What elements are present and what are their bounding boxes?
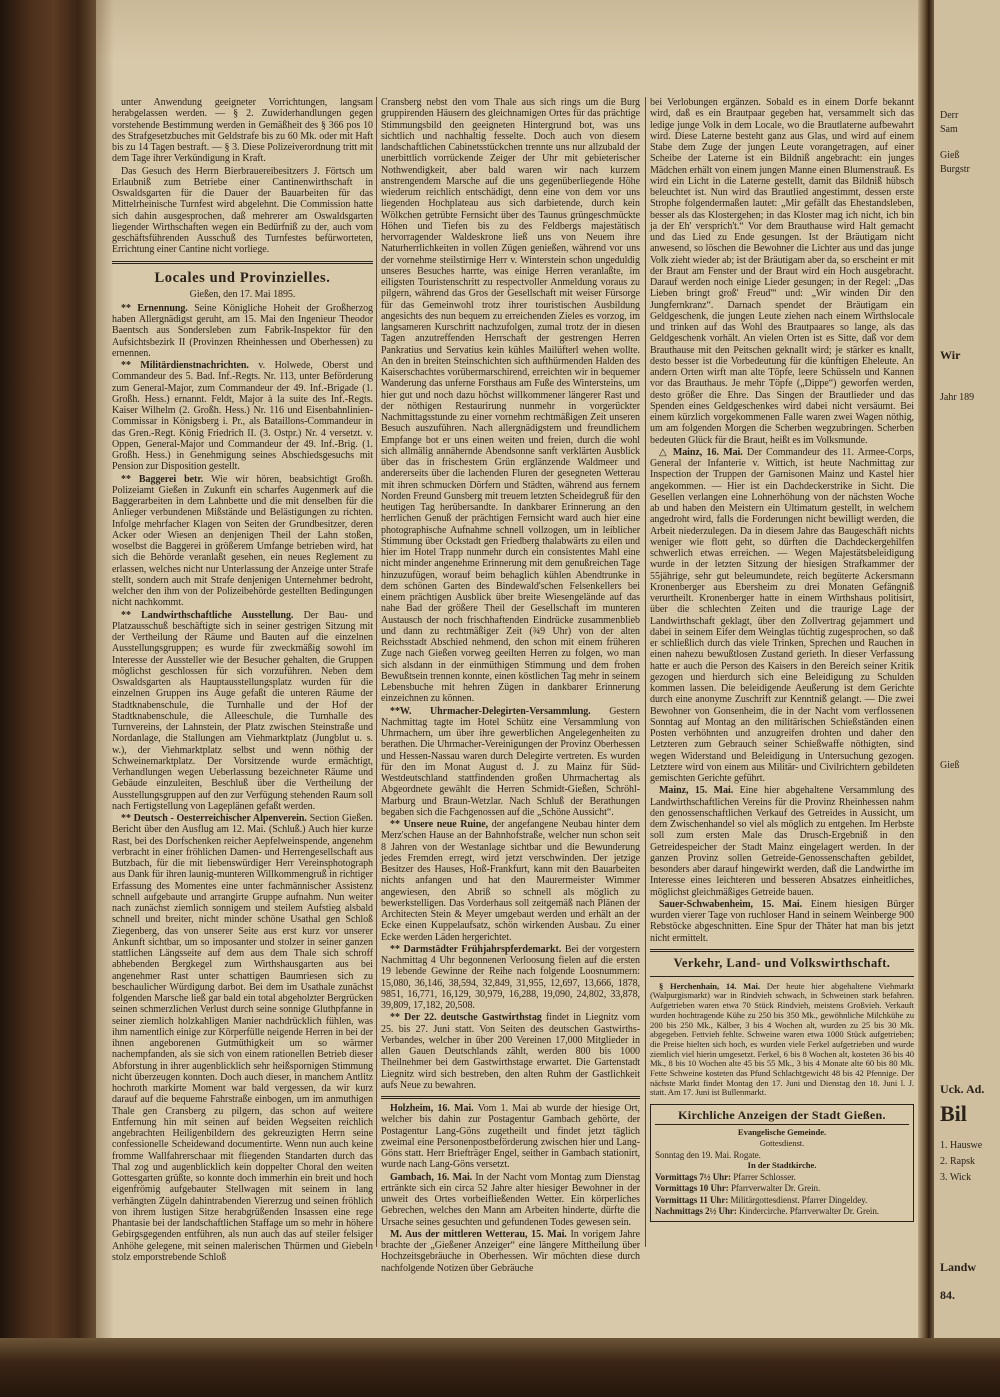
report-text: In der Nacht vom Montag zum Dienstag ertränkte sich ein circa 52 Jahre alter hiesiger Bewohner in der unweit des Ortes vorbeifließenden Wetter. Ein körperliches Gebrechen, welches den Mann am Arbeiten hinderte, dürfte die Ursache seines gesuchten und gefundenen Todes gewesen sein.: [381, 1171, 640, 1228]
local-report: [381, 1229, 640, 1274]
market-report: [650, 982, 914, 1098]
article-lead: ** Ernennung.: [121, 302, 188, 314]
column-2: [381, 97, 641, 1274]
service-entry: [655, 1183, 909, 1194]
article-text: Section Gießen. Bericht über den Ausflug am 12. Mai. (Schluß.) Auch hier kurze Rast, bei des Dorfschenken reicher Aepfelweinspende, angenehm verbracht in einer fröhlichen Damen- und Herrengesellschaft aus Butzbach, für die mit liebenswürdiger Herr Vereinsphotograph aus Dank für ihren launig-munteren Willkommengruß in richtiger Erfassung des Momentes eine unter fachmännischer Assistenz schnell aufgebaute und arrangirte Gruppe aufnahm. Nun weiter nach zunächst ziemlich sonnigem und steilem Aufstieg alsbald schnell und breiter, nicht minder schöne Usathal gen Schloß Ziegenberg, das von unserer Seite aus erst kurz vor unserer Ankunft sichtbar, um so imposanter und stolzer in seiner ganzen stattlichen Längsseite auf dem aus dem Thale sich schroff abhebenden Bergkegel zum Wirthshausgarten aus bei angenehmer Rast unter schattigen Baumriesen sich zu beschaulicher Würdigung darbot. Bei dem im Usathale zunächst folgenden Marsche ließ gar bald ein total abgeholzter Bergrücken seinen schmerzlichen Verlust durch seine sonnige Gluthpfanne in seiner ziemlich holzkahligen Manier nachdrücklich fühlen, was ihm namentlich einige zur Körperfülle neigende Herren in bei der ihnen angeborenen Gutmüthigkeit um so wärmer nachempfanden, als sie sich von einem rationellen Betrieb dieser Abforstung in ihrer augenblicklich sehr heißspornigen Stimmung nicht überzeugen konnten. Doch auch dieser, in manchem Antlitz hochroth markirte Moment war bald vergessen, da wir kurz darauf auf die bequeme Fahrstraße einbogen, um im anmuthigen Thale gen Cransberg zu pilgern, das schon auf weitere Entfernung hin mit seinen auf beiden Wegseiten reichlich angebrachten Heiligenbildern des gekreuzigten Herrn seine confessionelle Scheidewand documentirte. Wenn nun auch keine fromme Wallfahrerschaar mit fliegenden Standarten durch das Thal zog und augenblicklich kein doppelter Choral den weiten Gottesgarten grüßte, so konnte doch immerhin ein breit und hoch eigenfrömig aufgebauter Stellwagen mit seinem in lang verhängten Zügeln dahintrabenden Viererzug und seinen fröhlich von ihrem lustigen Sitze herabgrüßenden Insassen eine rege Phantasie bei der landschaftlichen Staffage um so mehr in höhere Gebirgsgegenden entführen, als nun auch das auf steiler felsiger Anhöhe gelegene, mit seinen malerischen Thürmen und Giebeln stolz emporstrebende Schloß: [112, 813, 374, 1263]
column-1: [112, 97, 374, 1263]
article-lead: ** Landwirthschaftliche Ausstellung.: [121, 609, 294, 621]
adjacent-page-fragment: Landw: [940, 1260, 977, 1274]
report-lead: Mainz, 15. Mai.: [659, 785, 734, 797]
article: [381, 706, 640, 819]
dateline: Gießen, den 17. Mai 1895.: [189, 288, 296, 300]
economy-section-heading: Verkehr, Land- und Volkswirthschaft.: [673, 955, 891, 970]
service-officiant: Kindercirche. Pfarrverwalter Dr. Grein.: [739, 1206, 879, 1217]
column-divider: [376, 97, 377, 1247]
paragraph: bei Verlobungen ergänzen. Sobald es in einem Dorfe bekannt wird, daß es ein Brautpaar gegeben hat, versammelt sich das ledige junge Volk in dem Locale, wo die Brautlaterne aufbewahrt wird. Diese Laterne besteht ganz aus Glas, und wird auf einem Stabe dem Zuge der jungen Leute vorangetragen, auf einer Scheibe der Laterne ist ein Bildniß angebracht: ein junges Mädchen erhält von einem jungen Manne einen Blumenstrauß. Es wird ein Licht in die Laterne gestellt, damit das Bildniß hübsch beleuchtet ist. Nun wird das Brautlied angestimmt, dessen erste Strophe folgendermaßen lautet: „Mir gefällt das Ehestandsleben, besser als das Klostergehen; in das Kloster mag ich nicht, ich bin ja der Eh' versprich't.“ Vor dem Brauthause wird Halt gemacht und das Lied zu Ende gesungen. Ist der Bräutigam nicht anwesend, so löschen die Bewohner die Lichter aus und das junge Volk zieht wieder ab; ist der Bräutigam aber da, so erscheint er mit der Braut am Fenster und der Braut wird ein Hoch ausgebracht. Darauf werden noch einige Lieder gesungen; in der Regel: „Das Lieben bringt groß' Freud'“ und: „Wir winden Dir den Jungfernkranz“. Darnach spendet der Bräutigam ein Geldgeschenk, die jungen Leute ziehen nach einem Wirthslocale und trinken auf das Wohl des Brautpaares so lange, als das Geldgeschenk vorhält. An vielen Orten ist es Sitte, daß vor dem Brauthause mit den Peitschen geknallt wird; je stärker es knallt, desto besser ist die Vorbedeutung für die künftigen Eheleute. An andern Orten wirft man alte Töpfe, leere Schüsseln und Kannen vor das Brauthaus. Je mehr Töpfe („Dippe“) geworfen werden, desto größer die Ehre. Das Singen der Brautlieder und das Spenden eines Geldgeschenkes wird dabei nicht versäumt. Bei einem kürzlich vorgekommenen Falle waren zwei Wagen nöthig, um am folgenden Morgen die Scherben wegzubringen. Scherben bedeuten Glück für die Braut, heißt es im Volksmunde.: [650, 97, 914, 446]
service-officiant: Pfarrverwalter Dr. Grein.: [730, 1183, 821, 1194]
adjacent-page-fragment: Wir: [940, 348, 961, 362]
adjacent-page-fragment: Derr: [940, 110, 959, 121]
report-text: Der heute hier abgehaltene Viehmarkt (Walpurgismarkt) war in Rindvieh schwach, in Schweinen stark befahren. Aufgetrieben waren etwa 70 Stück Rindvieh, meistens Großvieh. Verkauft wurden hochtragende Kühe zu 250 bis 350 Mk., gewöhnliche Milchkühe zu 200 bis 250 Mk., Kälber, 3 bis 4 Wochen alt, wurden zu 25 bis 30 Mk. abgegeben. Fettvieh fehlte. Schweine waren etwa 1000 Stück aufgetrieben; die Preise hielten sich hoch, es wurden viele Ferkel aufgetrieben und wurde ziemlich viel hierin umgesetzt. Ferkel, 6 bis 8 Wochen alt, kosteten 36 bis 40 Mk., 8 bis 10 Wochen alte 45 bis 55 Mk., 3 bis 4 Monate alte 60 bis 80 Mk. Fette Schweine kosteten das Pfund Schlachtgewicht 48 bis 42 Pfennige. Der nächste Markt findet Montag den 17. Juni und Dienstag den 18. Juni l. J. statt. Am 17. Juni ist Bullenmarkt.: [650, 980, 914, 1098]
service-officiant: Pfarrer Schlosser.: [733, 1171, 796, 1182]
article-text: Bei der vorgestern Nachmittag 4 Uhr begonnenen Verloosung fielen auf die ersten 19 lebende Gewinne der Reihe nach folgende Loosnummern: 15,080, 36,146, 38,594, 32,849, 31,955, 12,697, 13,666, 1878, 9851, 16,771, 16,129, 30,979, 16,288, 19,090, 24,802, 33,878, 39,809, 17,182, 20,508.: [381, 943, 640, 1011]
report-lead: M. Aus der mittleren Wetterau, 15. Mai.: [390, 1228, 567, 1240]
article: [112, 813, 373, 1263]
article: [381, 819, 640, 943]
adjacent-page-fragment: Uck. Ad.: [940, 1082, 985, 1096]
article-lead: ** Unsere neue Ruine,: [390, 819, 489, 830]
service-entry: [655, 1172, 909, 1183]
service-entry: [655, 1206, 909, 1217]
congregation-name: Evangelische Gemeinde.: [737, 1127, 827, 1138]
report-lead: Gambach, 16. Mai.: [390, 1171, 473, 1183]
local-report: [650, 447, 914, 785]
report-text: Einem hiesigen Bürger wurden vierer Tage von ruchloser Hand in seinem Weinberge 900 Rebstöcke abgeschnitten. Eine Spur der Thäter hat man bis jetzt nicht ermittelt.: [650, 898, 915, 944]
article-text: Der Bau- und Platzausschuß beschäftigte sich in seiner gestrigen Sitzung mit der Vertheilung der Räume und Bauten auf die einzelnen Ausstellungsgruppen; es wurde für zweckmäßig sowohl im Interesse der Aussteller wie der Besucher gehalten, die Gruppen möglichst geschlossen für sich vorzuführen. Neben dem Oswaldsgarten als Hauptausstellungsplatz wurden für die einzelnen Gruppen ins Auge gefaßt die unteren Räume der Stadtknabenschule, die Turnhalle und der Hof der Stadtknabenschule, die Alleeschule, die Turnhalle des Turnvereins, der Lahnstein, der Platz zwischen Steinstraße und Nordanlage, die Stallungen am Viehmarktplatz (Jungblut u. s. w.), der Viehmarktplatz selbst und wenn nöthig der Schweinemarktplatz. Der Vorsitzende wurde ermächtigt, Verhandlungen wegen Ueberlassung bezeichneter Räume und Gebäude einzuleiten, Beschluß über die Vertheilung der Ausstellungsgruppen auf den zur Verfügung stehenden Raum soll nach Fertigstellung von Lageplänen gefaßt werden.: [112, 609, 373, 812]
service-date: Sonntag den 19. Mai. Rogate.: [655, 1149, 761, 1160]
service-time: Vormittags 10 Uhr:: [655, 1183, 729, 1194]
article-text: Wie wir hören, beabsichtigt Großh. Polizeiamt Gießen in Zukunft ein scharfes Augenmerk auf die Baggerarbeiten in dem Lahnbette und die mit denselben für die Anlieger verbundenen Mißstände und Belästigungen zu richten. Infolge mehrfacher Klagen von Seiten der Grundbesitzer, deren Acker oder Wiesen an denjenigen Theil der Lahn stoßen, woselbst die Baggerei in größerem Umfange betrieben wird, hat sich die Behörde veranlaßt gesehen, ein neues Reglement zu erlassen, welches nicht nur Unterlassung der Anzeige unter Strafe stellt, sondern auch mit Strafe denjenigen Unternehmer bedroht, welcher den ihm von der Polizeibehörde gestellten Bedingungen nicht nachkommt.: [112, 473, 373, 609]
report-text: Eine hier abgehaltene Versammlung des Landwirthschaftlichen Vereins für die Provinz Rheinhessen nahm den genossenschaftlichen Verkauf des Getreides in Aussicht, um dem Zwischenhandel so viel als möglich zu entgehen. Im Herbste soll zum ersten Male das Drusch-Ergebniß in den Getreidespeicher der Stadt Mainz eingelagert werden. In der ganzen Provinz sollen Getreide-Genossenschaften gebildet, besonders aber darauf hingewirkt werden, daß die Landwirthe im Interesse eines leichteren und besseren Absatzes einheitliches, möglichst gleichmäßiges Getreide bauen.: [650, 785, 914, 898]
column-3: [650, 97, 914, 1257]
article-text: Seine Königliche Hoheit der Großherzog haben Allergnädigst geruht, am 15. Mai den Ingenieur Theodor Baentsch aus Sondersleben zum Fabrik-Inspektor für den Aufsichtsbezirk II (Provinzen Rheinhessen und Oberhessen) zu ernennen.: [112, 302, 373, 359]
paragraph: Das Gesuch des Herrn Bierbrauereibesitzers J. Förtsch um Erlaubniß zum Betriebe einer Cantinenwirthschaft in Oswaldsgarten für die Dauer der Bauarbeiten für das Mittelrheinische Turnfest wird abgelehnt. Die Commission hatte sich dahin ausgesprochen, daß mehrerer am Oswaldsgarten liegender Wirthschaften wegen ein Bedürfniß zu der, auch vom geschäftsführenden Ausschuß des Turnfestes befürworteten, Errichtung einer Cantine nicht vorliege.: [112, 165, 373, 256]
adjacent-page-fragment: Gieß: [940, 760, 960, 771]
service-title: Gottesdienst.: [759, 1137, 805, 1148]
adjacent-page-fragment: Burgstr: [940, 164, 970, 175]
article-text: Gestern Nachmittag tagte im Hotel Schütz eine Versammlung von Uhrmachern, um über ihre gewerblichen Angelegenheiten zu berathen. Die Uhrmacher-Vereinigungen der Provinz Oberhessen und Hessen-Nassau waren durch Delegirte vertreten. Es wurden für den im Monat August d. J. zu Mainz für Süd-Westdeutschland stattfindenden großen Uhrmachertag als Abgeordnete gewählt die Herren Schmidt-Gießen, Schröhl-Marburg und Braun-Wetzlar. Nach Schluß der Berathungen begaben sich die Fachgenossen auf die „Schöne Aussicht“.: [381, 705, 640, 818]
article-lead: ** Deutsch - Oesterreichischer Alpenverein.: [121, 813, 307, 824]
separator-rule: [650, 976, 914, 977]
adjacent-page-fragment: 84.: [940, 1288, 955, 1302]
section-heading: Locales und Provinzielles.: [112, 261, 373, 287]
separator-rule: [650, 949, 914, 952]
local-report: [650, 785, 914, 898]
adjacent-page-fragment: 3. Wick: [940, 1172, 972, 1183]
article: [381, 1012, 640, 1091]
service-entry: [655, 1195, 909, 1206]
article: [112, 610, 373, 813]
article: [112, 474, 373, 609]
article-lead: ** Baggerei betr.: [121, 473, 204, 485]
service-time: Vormittags 7½ Uhr:: [655, 1171, 732, 1182]
report-lead: § Herchenhain, 14. Mai.: [659, 980, 760, 991]
article-lead: ** Darmstädter Frühjahrspferdemarkt.: [390, 943, 562, 955]
report-text: In vorigem Jahre brachte der „Gießener Anzeiger“ eine längere Mittheilung über Hochzeitsgebräuche in Oberhessen. Wir möchten diese durch nachfolgende Notizen über Gebräuche: [381, 1228, 640, 1274]
church-notices-heading: Kirchliche Anzeigen der Stadt Gießen.: [655, 1108, 909, 1125]
service-officiant: Militärgottesdienst. Pfarrer Dingeldey.: [730, 1194, 868, 1205]
paragraph: Cransberg nebst den vom Thale aus sich rings um die Burg gruppirenden Häusern des gleichnamigen Ortes für das prächtige Stimmungsbild den geeigneten Hintergrund bot, was uns sichtlich und nachhaltig fesselte. Doch auch von diesem landschaftlichen Cabinetsstückchen trennte uns nur allzubald der unerbittlich vorrückende Zeiger der Uhr mit gebieterischer Nothwendigkeit, aber bald waren wir nach kurzem anstrengendem Marsche auf die uns gegenüberliegende Höhe wiederum reichlich entschädigt, denn eine von dem vor uns liegenden Hochplateau aus sich darbietende, durch kein Wölkchen getrübte Fernsicht über des Taunus grüngeschmückte Höhen und Tiefen bis zu des Feldbergs majestätisch hervorragender Waldeskrone ließ uns von Neuem ihre Naturherrlichkeiten in vollen Zügen genießen, während vor uns der vornehme steilstirnige Herr v. Winterstein schon ungeduldig unseres Besuches harrte, was einige Herren veranlaßte, im eiligsten Touristenschritt zu respectvoller Anmeldung voraus zu pilgern, während das Gros der Gesellschaft mit weiser Fürsorge für das Gemeinwohl trotz ihrer touristischen Ausbildung angesichts des nun bequem zu erreichenden Zieles es vorzog, im langsameren Kurschritt nachzufolgen, zumal trotz der in diesen Tagen anzutreffenden Herrschaft der gestrengen Herren Pankratius und Servatius kein kühles Mailüfterl wehen wollte. An den in breiten Steinschichten sich aufthürmenden Halden des Kaiserschachtes vorübermarschirend, erreichten wir in bequemer Wanderung das unferne Forsthaus am Fuße des Wintersteins, um hier gut und noch dazu höchst willkommener längerer Rast und der nöthigen Restaurirung nunmehr in vorgerückter Nachmittagsstunde zu einer vornehm rechtmäßigen Zeit unseren Besuch auszuführen. Nach allergnädigstem und freundlichem Empfange bot er uns einen weiten und freien, durch die wohl sich allmälig annähernde Abendsonne sanft verklärten Ausblick über das in frischestem Grün erglänzende Waldmeer und andererseits über die lachenden Fluren der gesegneten Wetterau mit ihren schmucken Dörfern und Städten, während aus fernem Norden Freund Gunsberg mit treuem letzten Scheidegruß für den heutigen Tag herübersandte. In dankbarer Erinnerung an den herrlichen Genuß der prächtigen Fernsicht ward auch hier eine photographische Aufnahme schnell vollzogen, um in leiblicher Stimmung über Ockstadt gen Friedberg thalabwärts zu eilen und hier im Hotel Trapp nunmehr durch ein consistentes Mahl eine nicht minder angenehme Erinnerung mit dem genußreichen Tage hinzuzufügen, worauf beim behaglich kühlen Abendtrunke in dem schönen Garten des Bindewald'schen Felsenkellers bei einem prächtigen Ausblick über breite Wiesengelände auf das nahe Bad der größere Theil der Gesellschaft im munteren Austausch der noch frischhaftenden Eindrücke zusammenblieb und dann zu rechtmäßiger Zeit (¾9 Uhr) von der alten Reichsstadt Abschied nehmend, den schon mit einem früheren Zuge nach Gießen vorweg geeilten Herren zu folgen, wo man sich alsdann in der einmüthigen Stimmung und dem frohen Bewußtsein trennen konnte, einen köstlichen Tag mehr in seinem Lebensbuche mit hehren Zügen in dankbarer Erinnerung einzeichnen zu können.: [381, 97, 640, 705]
service-time: Vormittags 11 Uhr:: [655, 1194, 729, 1205]
separator-rule: [381, 1096, 640, 1099]
report-lead: Holzheim, 16. Mai.: [390, 1103, 474, 1114]
local-report: [381, 1103, 640, 1171]
article-text: der angefangene Neubau hinter dem Merz'schen Hause an der Bahnhofstraße, welcher nun schon seit 8 Jahren von der Westanlage sichtbar und die Bewunderung jedes Fremden erregt, wird jetzt verschwinden. Der jetzige Besitzer des Hauses, Hoß-Frankfurt, kann mit den Bauarbeiten nichts anfangen und hat den Maurermeister Wimmer angewiesen, den Abriß so schnell als möglich zu bewerkstelligen. Das Vorderhaus soll zeitgemäß nach Plänen der Architecten Stein & Meyer umgebaut werden und erhält an der Ecke einen Kuppelaufsatz, schön wirkenden Ausbau. Zu einer Ecke werden Läden hergerichtet.: [381, 819, 640, 943]
article-lead: **W. Uhrmacher-Delegirten-Versammlung.: [390, 705, 591, 717]
article-lead: ** Militärdienstnachrichten.: [121, 360, 249, 371]
book-binding-left: [0, 0, 98, 1397]
paragraph: unter Anwendung geeigneter Vorrichtungen, langsam herabgelassen werden. — § 2. Zuwiderhandlungen gegen vorstehende Bestimmung werden in Gemäßheit des § 366 pos 10 des Strafgesetzbuches mit Geldstrafe bis zu 60 Mk. oder mit Haft bis zu 14 Tagen bestraft. — § 3. Diese Polizeiverordnung tritt mit dem Tage ihrer Verkündigung in Kraft.: [112, 97, 373, 165]
report-lead: △ Mainz, 16. Mai.: [659, 446, 743, 458]
report-text: Vom 1. Mai ab wurde der hiesige Ort, welcher bis dahin zur Postagentur Gambach gehörte, der Postagentur Lang-Göns zugetheilt und findet jetzt täglich zweimal eine Personenpostbeförderung zwischen hier und Lang-Göns statt. Herr Briefträger Engel, seither in Gambach stationirt, wurde nach Lang-Göns versetzt.: [381, 1103, 641, 1171]
adjacent-page-fragment: 1. Hauswe: [940, 1140, 983, 1151]
article-lead: ** Der 22. deutsche Gastwirthstag: [390, 1012, 542, 1024]
adjacent-page-fragment: Bil: [940, 1101, 967, 1126]
local-report: [650, 899, 914, 944]
article-text: v. Holwede, Oberst und Commandeur des 5. Bad. Inf.-Regts. Nr. 113, unter Beförderung zum General-Major, zum Commandeur der 49. Inf.-Brigade (1. Großh. Hess.) ernannt. Feldt, Major à la suite des Inf.-Regts. Kaiser Wilhelm (2. Großh. Hess.) Nr. 116 und Eisenbahnlinien-Commissar in Königsberg i. Pr., als Bataillons-Commandeur in das Gren.-Regt. König Friedrich II. (3. Ostpr.) Nr. 4 versetzt. v. Oppen, General-Major und Commandeur der 49. Inf.-Brig. (1. Großh. Hess.) in Genehmigung seines Abschiedsgesuchs mit Pension zur Disposition gestellt.: [112, 360, 374, 473]
adjacent-page-fragment: Sam: [940, 124, 958, 135]
church-notices-box: [650, 1104, 914, 1222]
book-binding-bottom: [0, 1338, 1000, 1397]
church-name: In der Stadtkirche.: [747, 1160, 817, 1171]
column-divider: [645, 97, 646, 1247]
local-report: [381, 1172, 640, 1228]
service-time: Nachmittags 2½ Uhr:: [655, 1206, 737, 1217]
article: [112, 303, 373, 359]
article: [381, 944, 640, 1012]
adjacent-page-fragment: Jahr 189: [940, 392, 975, 403]
adjacent-page-fragment: 2. Rapsk: [940, 1156, 975, 1167]
report-lead: Sauer-Schwabenheim, 15. Mai.: [659, 898, 803, 910]
adjacent-page-fragment: Gieß: [940, 150, 960, 161]
report-text: Der Commandeur des 11. Armee-Corps, General der Infanterie v. Wittich, ist heute Nachmittag zur Inspection der Truppen der Garnisonen Mainz und Kastel hier angekommen. — Hier ist ein Dachdeckerstrike in Sicht. Die Gesellen verlangen eine Lohnerhöhung von der nächsten Woche ab und haben den Meistern ein Ultimatum gestellt, in welchem angedroht wird, falls die Forderungen nicht bewilligt werden, die Arbeit niederzulegen. Da in diesem Jahre das Baugeschäft nichts weniger wie flott geht, so dürften die Dachdeckergehilfen schwerlich etwas erreichen. — Wegen Majestätsbeleidigung wurde in der letzten Sitzung der hiesigen Strafkammer der 55jährige, sehr gut beleumundete, reich begüterte Ackersmann Kronenberger aus Ebersheim zu drei Monaten Gefängniß verurtheilt. Kronenberger hatte in einem Wirthshaus politisirt, über die schlechten Zeiten und die traurige Lage der Landwirthschaft geklagt, über den Zollvertrag gejammert und dabei in seinem Eifer dem Weinglas tüchtig zugesprochen, so daß er schließlich durch das viele Trinken, Sprechen und Rauchen in einen nahezu bewußtlosen Zustand gerieth. In dieser Verfassung hatte er auch die Person des Kaisers in den Bereich seiner Kritik gezogen und hierdurch sich eine Beleidigung zu Schulden kommen lassen. Die beleidigende Aeußerung ist dem Gerichte durch eine anonyme Zuschrift zur Kenntniß gelangt. — Die zwei Bewohner von Gonsenheim, die in der Nacht vom verflossenen Sonntag auf Montag an den militärischen Schießständen einen Posten verhöhnten und anzugreifen drohten und daher den Letzteren zum Gebrauch seiner Schießwaffe nöthigten, sind wegen Widerstand und Beleidigung in Untersuchung gezogen. Letztere wird von einem aus Militär- und Civilrichtern gebildeten gemischten Gerichte geführt.: [650, 446, 914, 784]
adjacent-page: [934, 0, 1000, 1340]
article: [112, 360, 373, 473]
article-text: findet in Liegnitz vom 25. bis 27. Juni statt. Von Seiten des deutschen Gastwirths-Verbandes, welcher in über 200 Vereinen 17,000 Mitglieder in allen Gauen Deutschlands zählt, werden 800 bis 1000 Theilnehmer bei dem Gastwirthstage erwartet. Die Gartenstadt Liegnitz wird sich bestreben, den alten Ruhm der Gastlichkeit aufs Neue zu bewahren.: [381, 1012, 640, 1091]
